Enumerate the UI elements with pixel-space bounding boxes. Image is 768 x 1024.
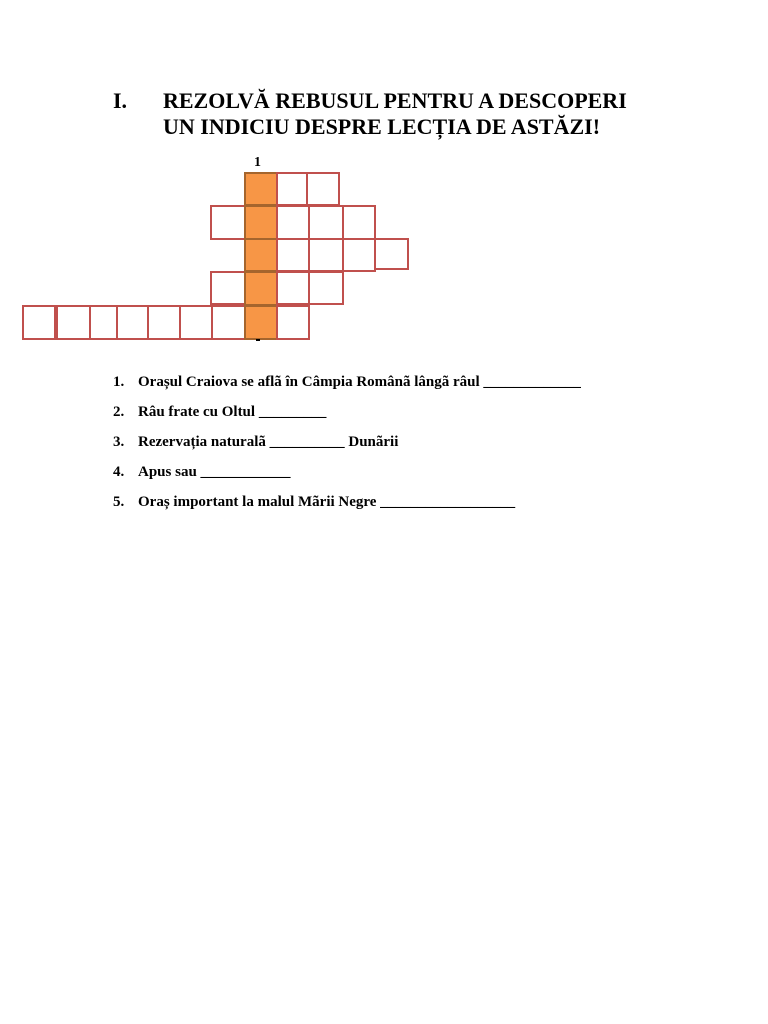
crossword-cell[interactable] <box>179 305 213 340</box>
clue-item <box>113 462 581 492</box>
crossword-cell[interactable] <box>276 238 310 272</box>
crossword-cell[interactable] <box>56 305 91 340</box>
crossword-cell[interactable] <box>210 271 246 305</box>
clue-number: 1. <box>113 374 125 390</box>
crossword-cell[interactable] <box>210 205 246 240</box>
crossword-cell[interactable] <box>374 238 409 270</box>
clue-number: 4. <box>113 464 125 480</box>
crossword-cell-key[interactable] <box>244 205 278 240</box>
crossword-cell[interactable] <box>116 305 149 340</box>
crossword-column-number: 1 <box>254 155 261 170</box>
crossword-cell-key[interactable] <box>244 238 278 272</box>
crossword-cell[interactable] <box>342 205 376 240</box>
crossword-cell[interactable] <box>22 305 56 340</box>
clue-item <box>113 432 581 462</box>
clue-item <box>113 402 581 432</box>
crossword-cell[interactable] <box>342 238 376 272</box>
clue-number: 3. <box>113 434 125 450</box>
crossword-cell[interactable] <box>276 205 310 240</box>
heading-line-1: REZOLVĂ REBUSUL PENTRU A DESCOPERI <box>163 88 627 113</box>
exercise-number: I. <box>113 88 128 113</box>
crossword-cell-key[interactable] <box>244 271 278 306</box>
crossword-cell[interactable] <box>308 205 344 240</box>
clue-text: Râu frate cu Oltul _________ <box>138 404 327 420</box>
clue-item <box>113 372 581 402</box>
clue-text: Rezervația naturalã __________ Dunãrii <box>138 434 399 450</box>
clue-number: 5. <box>113 494 125 510</box>
crossword-cell[interactable] <box>276 172 308 206</box>
clue-list <box>113 372 581 522</box>
crossword-cell-key[interactable] <box>244 172 278 206</box>
clue-text: Apus sau ____________ <box>138 464 291 480</box>
clue-text: Oraș important la malul Mãrii Negre __________________ <box>138 494 516 510</box>
crossword-cell-key[interactable] <box>244 305 278 340</box>
crossword-cell[interactable] <box>276 271 310 305</box>
heading-line-2: UN INDICIU DESPRE LECȚIA DE ASTĂZI! <box>163 114 601 139</box>
clue-text: Orașul Craiova se aflã în Câmpia Românã lângã râul _____________ <box>138 374 581 390</box>
crossword-cell[interactable] <box>211 305 246 340</box>
crossword-cell[interactable] <box>308 238 344 272</box>
clue-item <box>113 492 581 522</box>
crossword-cell[interactable] <box>276 305 310 340</box>
crossword-cell[interactable] <box>306 172 340 206</box>
clue-number: 2. <box>113 404 125 420</box>
crossword-cell[interactable] <box>308 271 344 305</box>
crossword-cell[interactable] <box>89 305 118 340</box>
grid-end-marker <box>256 339 260 341</box>
crossword-cell[interactable] <box>147 305 181 340</box>
